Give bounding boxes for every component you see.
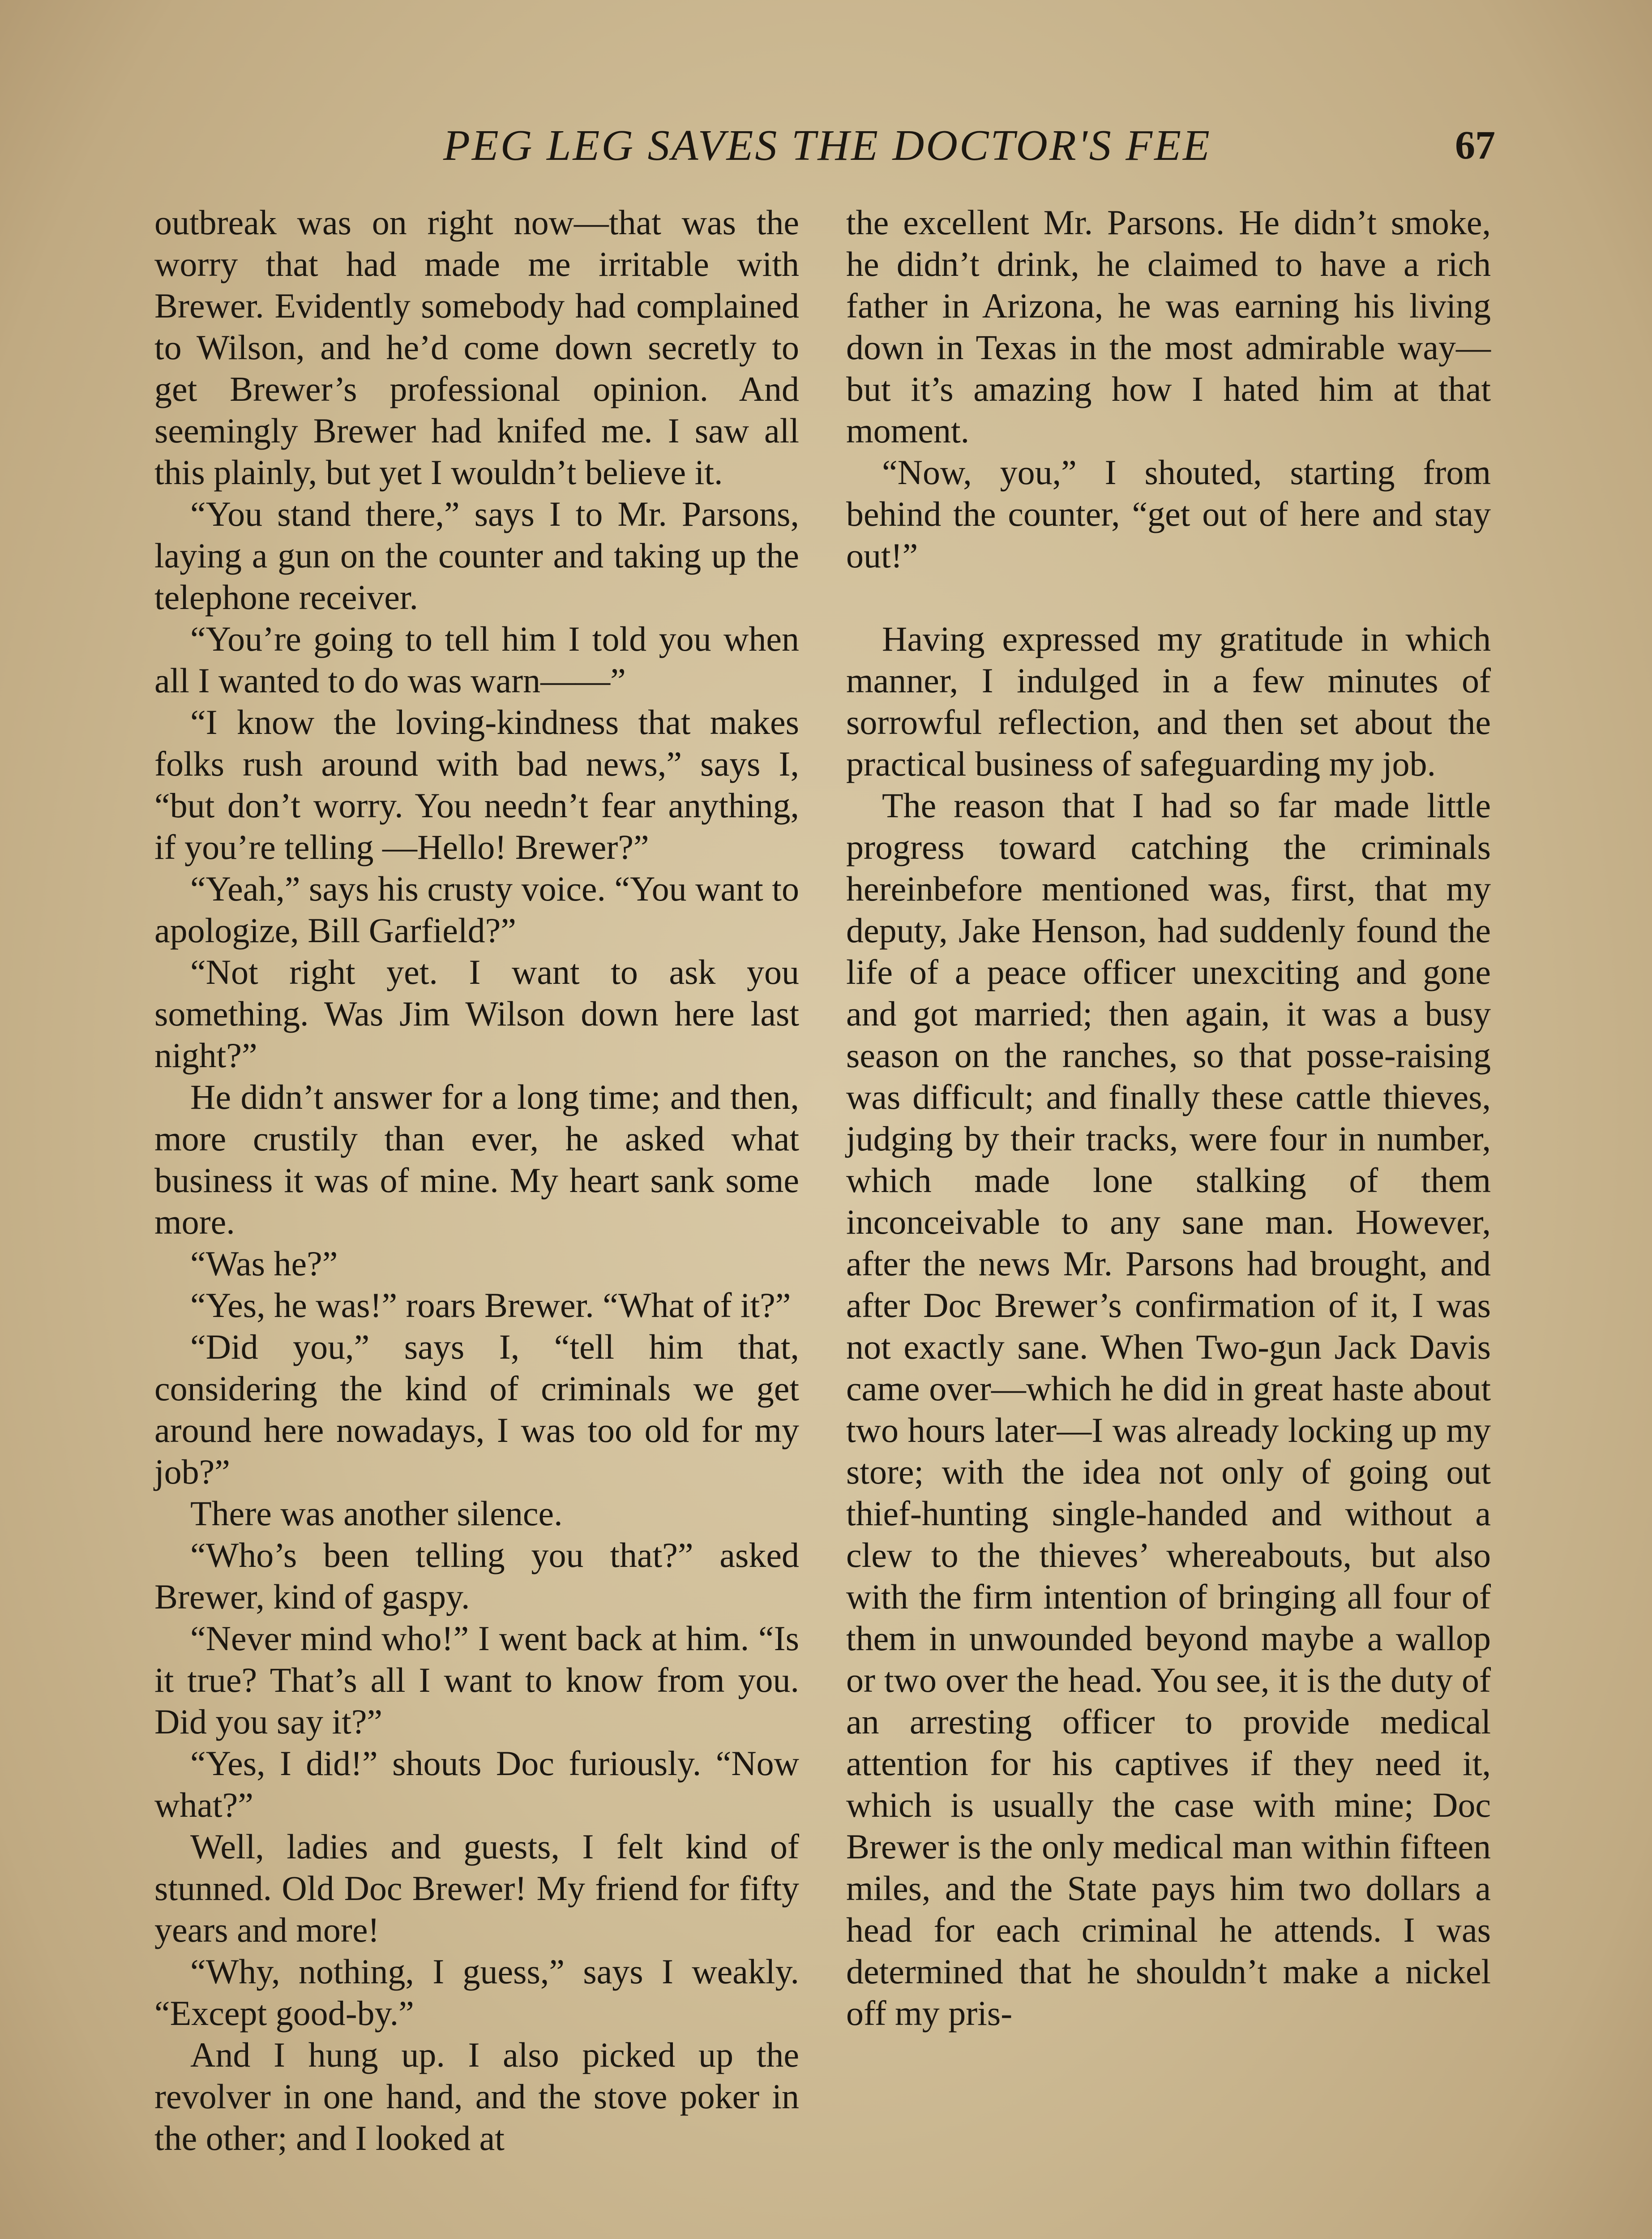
paragraph: “Yes, I did!” shouts Doc furiously. “Now what?” (154, 1744, 799, 1824)
paragraph: “You stand there,” says I to Mr. Parsons, laying a gun on the counter and taking up the telephone receiver. (154, 494, 799, 617)
paragraph: “Yes, he was!” roars Brewer. “What of it?” (190, 1286, 791, 1325)
paragraph: “I know the loving-kindness that makes folks rush around with bad news,” says I, “but don’t worry. You needn’t fear anything, if you’re telling —Hello! Brewer?” (154, 703, 799, 866)
paragraph: There was another silence. (190, 1494, 563, 1533)
paragraph: “Was he?” (190, 1244, 338, 1283)
running-title: PEG LEG SAVES THE DOCTOR'S FEE (443, 121, 1211, 170)
paragraph: “Never mind who!” I went back at him. “Is it true? That’s all I want to know from you. Did you say it?” (154, 1619, 799, 1741)
page-number: 67 (1455, 123, 1495, 167)
paragraph: outbreak was on right now—that was the worry that had made me irritable with Brewer. Evidently somebody had complained to Wilson, and he’d come down secretly to get Brewer’s professional opinion. And seemingly Brewer had knifed me. I saw all this plainly, but yet I wouldn’t believe it. (154, 203, 799, 492)
paragraph: “Yeah,” says his crusty voice. “You want to apologize, Bill Garfield?” (154, 869, 799, 950)
paragraph: the excellent Mr. Parsons. He didn’t smoke, he didn’t drink, he claimed to have a rich father in Arizona, he was earning his living down in Texas in the most admirable way—but it’s amazing how I hated him at that moment. (846, 203, 1491, 450)
paragraph: “Not right yet. I want to ask you something. Was Jim Wilson down here last night?” (154, 952, 799, 1075)
paragraph: “You’re going to tell him I told you when all I wanted to do was warn——” (154, 619, 799, 700)
paragraph: He didn’t answer for a long time; and then, more crustily than ever, he asked what business it was of mine. My heart sank some more. (154, 1077, 799, 1241)
paragraph: “Now, you,” I shouted, starting from behind the counter, “get out of here and stay out!” (846, 453, 1491, 575)
page-header (152, 112, 1495, 179)
text-column-left (154, 202, 799, 2159)
paragraph: “Why, nothing, I guess,” says I weakly. “Except good-by.” (154, 1952, 799, 2033)
paragraph: And I hung up. I also picked up the revolver in one hand, and the stove poker in the other; and I looked at (154, 2035, 799, 2158)
text-column-right (846, 202, 1491, 2034)
paragraph: Having expressed my gratitude in which manner, I indulged in a few minutes of sorrowful reflection, and then set about the practical business of safeguarding my job. (846, 619, 1491, 783)
paragraph: Well, ladies and guests, I felt kind of stunned. Old Doc Brewer! My friend for fifty years and more! (154, 1827, 799, 1949)
paragraph: The reason that I had so far made little progress toward catching the criminals hereinbefore mentioned was, first, that my deputy, Jake Henson, had suddenly found the life of a peace officer unexciting and gone and got married; then again, it was a busy season on the ranches, so that posse-raising was difficult; and finally these cattle thieves, judging by their tracks, were four in number, which made lone stalking of them inconceivable to any sane man. However, after the news Mr. Parsons had brought, and after Doc Brewer’s confirmation of it, I was not exactly sane. When Two-gun Jack Davis came over—which he did in great haste about two hours later—I was already locking up my store; with the idea not only of going out thief-hunting single-handed and without a clew to the thieves’ whereabouts, but also with the firm intention of bringing all four of them in unwounded beyond maybe a wallop or two over the head. You see, it is the duty of an arresting officer to provide medical attention for his captives if they need it, which is usually the case with mine; Doc Brewer is the only medical man within fifteen miles, and the State pays him two dollars a head for each criminal he attends. I was determined that he shouldn’t make a nickel off my pris- (846, 786, 1491, 2033)
paragraph: “Who’s been telling you that?” asked Brewer, kind of gaspy. (154, 1536, 799, 1616)
paragraph: “Did you,” says I, “tell him that, considering the kind of criminals we get around here nowadays, I was too old for my job?” (154, 1327, 799, 1491)
